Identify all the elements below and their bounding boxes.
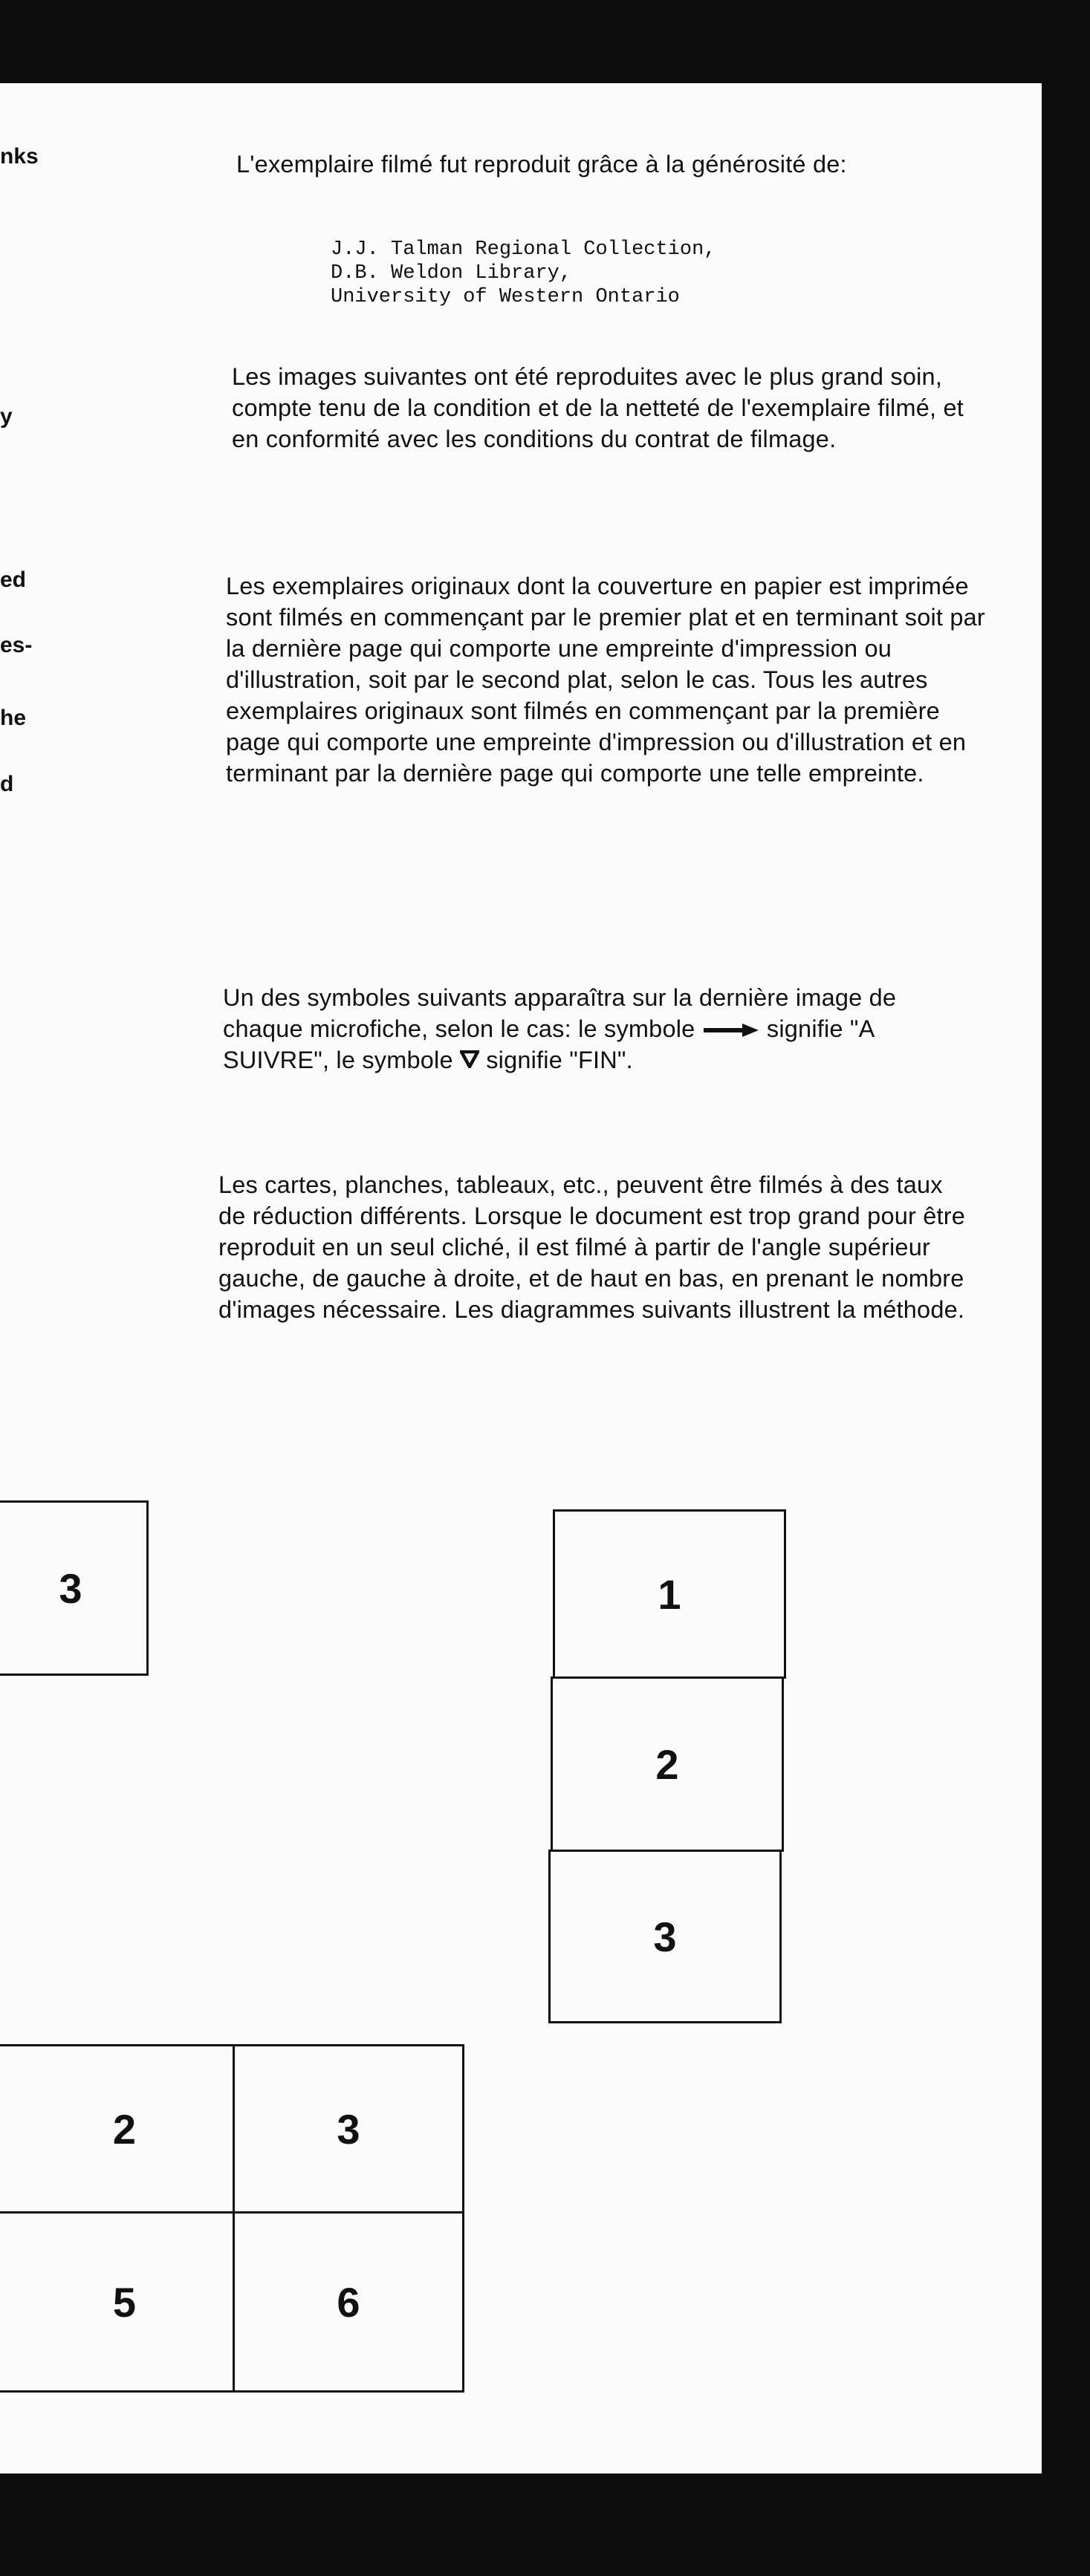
left-edge-fragment: d [0,772,14,796]
document-page [0,83,1042,2473]
left-edge-fragment: nks [0,144,39,169]
symbols-text-1: Un des symboles suivants apparaîtra sur la dernière image de chaque microfiche, selon le cas: le symbole [223,984,897,1042]
paragraph-originals: Les exemplaires originaux dont la couverture en papier est imprimée sont filmés en commençant par le premier plat et en terminant soit par la dernière page qui comporte une empreinte d'impression ou d'illustration, soit par le second plat, selon le cas. Tous les autres exemplaires originaux sont filmés en commençant par la première page qui comporte une empreinte d'impression ou d'illustration et en terminant par la dernière page qui comporte une telle empreinte. [226,573,985,787]
diagram-column-cell: 2 [551,1676,784,1852]
paragraph-symbols [223,982,958,1076]
paragraph-maps: Les cartes, planches, tableaux, etc., peuvent être filmés à des taux de réduction différents. Lorsque le document est trop grand pour être reproduit en un seul cliché, il est filmé à partir de l'angle supérieur gauche, de gauche à droite, et de haut en bas, en prenant le nombre d'images nécessaire. Les diagrammes suivants illustrent la méthode. [218,1171,966,1323]
diagram-grid-cell: 5 [0,2211,235,2393]
library-credit [331,238,716,309]
left-edge-fragment: y [0,404,13,429]
intro-text: L'exemplaire filmé fut reproduit grâce à la générosité de: [236,151,847,178]
library-line: J.J. Talman Regional Collection, [331,238,716,261]
diagram-column-cell: 3 [548,1850,782,2023]
diagram-row-cell: 3 [0,1500,149,1676]
library-line: University of Western Ontario [331,286,680,308]
diagram-grid-cell: 6 [233,2211,464,2393]
diagram-grid-cell: 3 [233,2044,464,2214]
diagram-column-cell: 1 [553,1509,786,1679]
symbols-text-3: signifie "FIN". [486,1047,633,1073]
left-edge-fragment: ed [0,567,27,592]
triangle-down-icon [460,1050,479,1068]
symbols-text-2: signifie "A SUIVRE", le symbole [223,1015,874,1073]
left-edge-fragment: es- [0,633,33,657]
left-edge-fragment: he [0,706,27,730]
paragraph-images: Les images suivantes ont été reproduites avec le plus grand soin, compte tenu de la condition et de la netteté de l'exemplaire filmé, et en conformité avec les conditions du contrat de filmage. [232,363,964,452]
diagram-grid-cell: 2 [0,2044,235,2214]
library-line: D.B. Weldon Library, [331,262,572,284]
arrow-right-icon [702,1023,760,1038]
